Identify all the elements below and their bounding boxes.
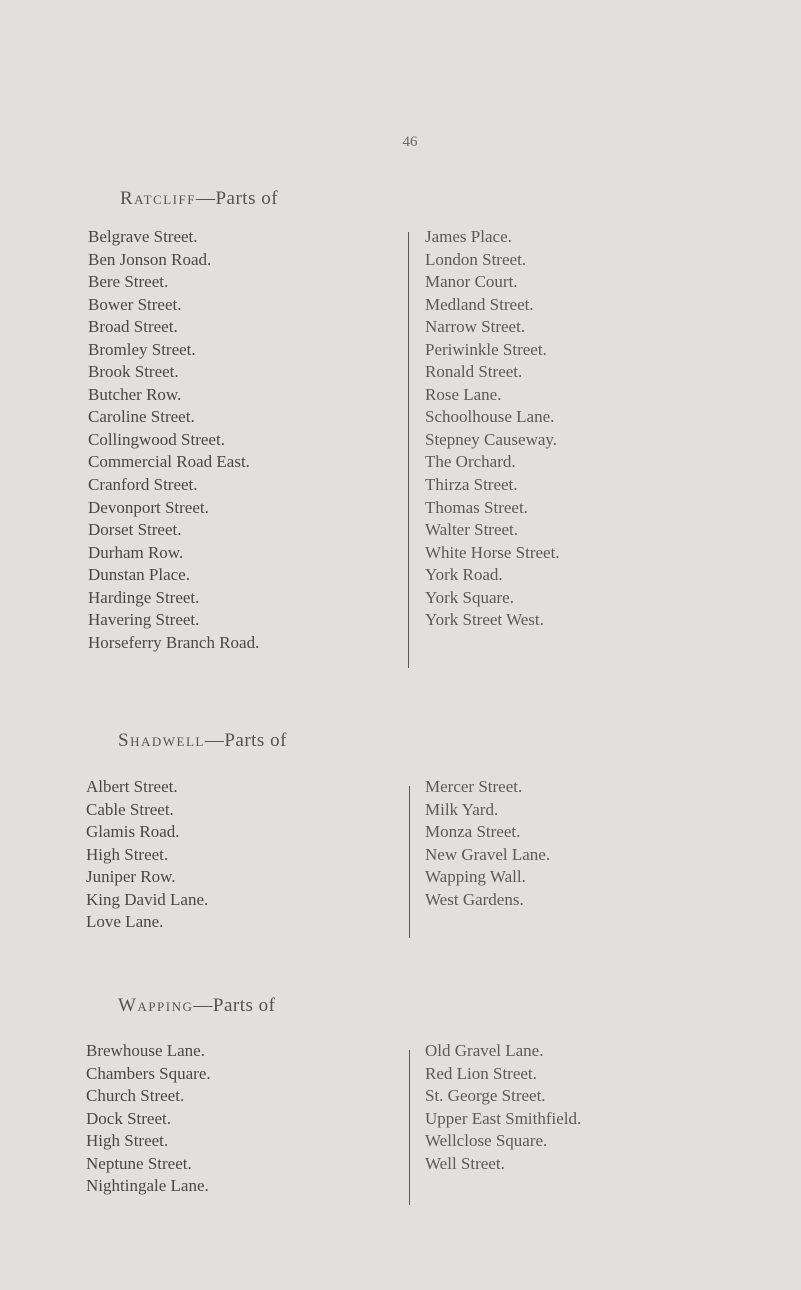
street-name: Bromley Street. bbox=[88, 339, 196, 359]
street-name: High Street. bbox=[86, 1131, 169, 1150]
street-name: Juniper Row. bbox=[86, 867, 176, 886]
wapping-heading: Wapping—Parts of bbox=[118, 995, 276, 1016]
street-name: Wapping Wall. bbox=[425, 867, 526, 886]
ratcliff-right-column bbox=[425, 226, 560, 632]
street-name: Love Lane. bbox=[86, 912, 164, 931]
street-name: Walter Street. bbox=[425, 520, 519, 540]
street-name: James Place. bbox=[425, 227, 512, 246]
wapping-column-divider bbox=[409, 1050, 410, 1205]
street-name: Church Street. bbox=[86, 1086, 185, 1105]
street-name: Devonport Street. bbox=[88, 497, 209, 517]
shadwell-heading: Shadwell—Parts of bbox=[118, 730, 287, 751]
street-name: Cranford Street. bbox=[88, 475, 198, 495]
street-name: King David Lane. bbox=[86, 889, 209, 909]
street-name: Mercer Street. bbox=[425, 777, 523, 796]
shadwell-left-column bbox=[86, 776, 208, 934]
street-name: Well Street. bbox=[425, 1153, 505, 1173]
street-name: Stepney Causeway. bbox=[425, 429, 558, 449]
street-name: Chambers Square. bbox=[86, 1063, 211, 1083]
street-name: London Street. bbox=[425, 249, 527, 269]
street-name: Glamis Road. bbox=[86, 822, 180, 841]
street-name: Manor Court. bbox=[425, 272, 518, 292]
street-name: Durham Row. bbox=[88, 542, 184, 562]
street-name: Periwinkle Street. bbox=[425, 339, 547, 359]
wapping-left-column bbox=[86, 1040, 211, 1198]
street-name: Upper East Smithfield. bbox=[425, 1108, 582, 1128]
street-name: Commercial Road East. bbox=[88, 452, 250, 472]
street-name: Cable Street. bbox=[86, 799, 174, 819]
ratcliff-column-divider bbox=[408, 232, 409, 668]
street-name: Havering Street. bbox=[88, 610, 200, 630]
street-name: Nightingale Lane. bbox=[86, 1176, 209, 1195]
street-name: Butcher Row. bbox=[88, 384, 182, 404]
street-name: Albert Street. bbox=[86, 777, 178, 796]
street-name: New Gravel Lane. bbox=[425, 844, 551, 864]
street-name: Red Lion Street. bbox=[425, 1063, 537, 1083]
street-name: York Road. bbox=[425, 565, 503, 585]
street-name: Old Gravel Lane. bbox=[425, 1041, 544, 1060]
street-name: York Street West. bbox=[425, 610, 544, 630]
street-name: Schoolhouse Lane. bbox=[425, 407, 555, 427]
shadwell-right-column bbox=[425, 776, 550, 911]
street-name: Bere Street. bbox=[88, 272, 169, 292]
street-name: Horseferry Branch Road. bbox=[88, 632, 260, 652]
street-name: Caroline Street. bbox=[88, 407, 195, 427]
street-name: Wellclose Square. bbox=[425, 1131, 548, 1150]
ratcliff-heading: Ratcliff—Parts of bbox=[120, 188, 279, 209]
street-name: Ben Jonson Road. bbox=[88, 249, 212, 269]
street-name: Narrow Street. bbox=[425, 317, 526, 337]
street-name: Neptune Street. bbox=[86, 1153, 192, 1173]
street-name: Dunstan Place. bbox=[88, 565, 190, 585]
street-name: The Orchard. bbox=[425, 452, 516, 472]
street-name: Monza Street. bbox=[425, 822, 521, 841]
street-name: Ronald Street. bbox=[425, 362, 523, 382]
street-name: Broad Street. bbox=[88, 317, 178, 337]
street-name: White Horse Street. bbox=[425, 542, 560, 562]
street-name: Dorset Street. bbox=[88, 520, 182, 540]
street-name: Thomas Street. bbox=[425, 497, 528, 517]
street-name: Thirza Street. bbox=[425, 475, 518, 495]
street-name: Milk Yard. bbox=[425, 799, 499, 819]
street-name: Brook Street. bbox=[88, 362, 179, 382]
street-name: Bower Street. bbox=[88, 294, 182, 314]
street-name: Rose Lane. bbox=[425, 384, 502, 404]
street-name: Belgrave Street. bbox=[88, 227, 198, 246]
street-name: High Street. bbox=[86, 844, 169, 864]
ratcliff-left-column bbox=[88, 226, 259, 654]
street-name: Collingwood Street. bbox=[88, 429, 225, 449]
street-name: Brewhouse Lane. bbox=[86, 1041, 205, 1060]
street-name: West Gardens. bbox=[425, 889, 524, 909]
page-number: 46 bbox=[402, 134, 418, 150]
street-name: Hardinge Street. bbox=[88, 587, 200, 607]
wapping-right-column bbox=[425, 1040, 581, 1175]
street-name: Medland Street. bbox=[425, 294, 534, 314]
street-name: St. George Street. bbox=[425, 1086, 546, 1105]
shadwell-column-divider bbox=[409, 786, 410, 938]
street-name: Dock Street. bbox=[86, 1108, 171, 1128]
street-name: York Square. bbox=[425, 587, 514, 607]
